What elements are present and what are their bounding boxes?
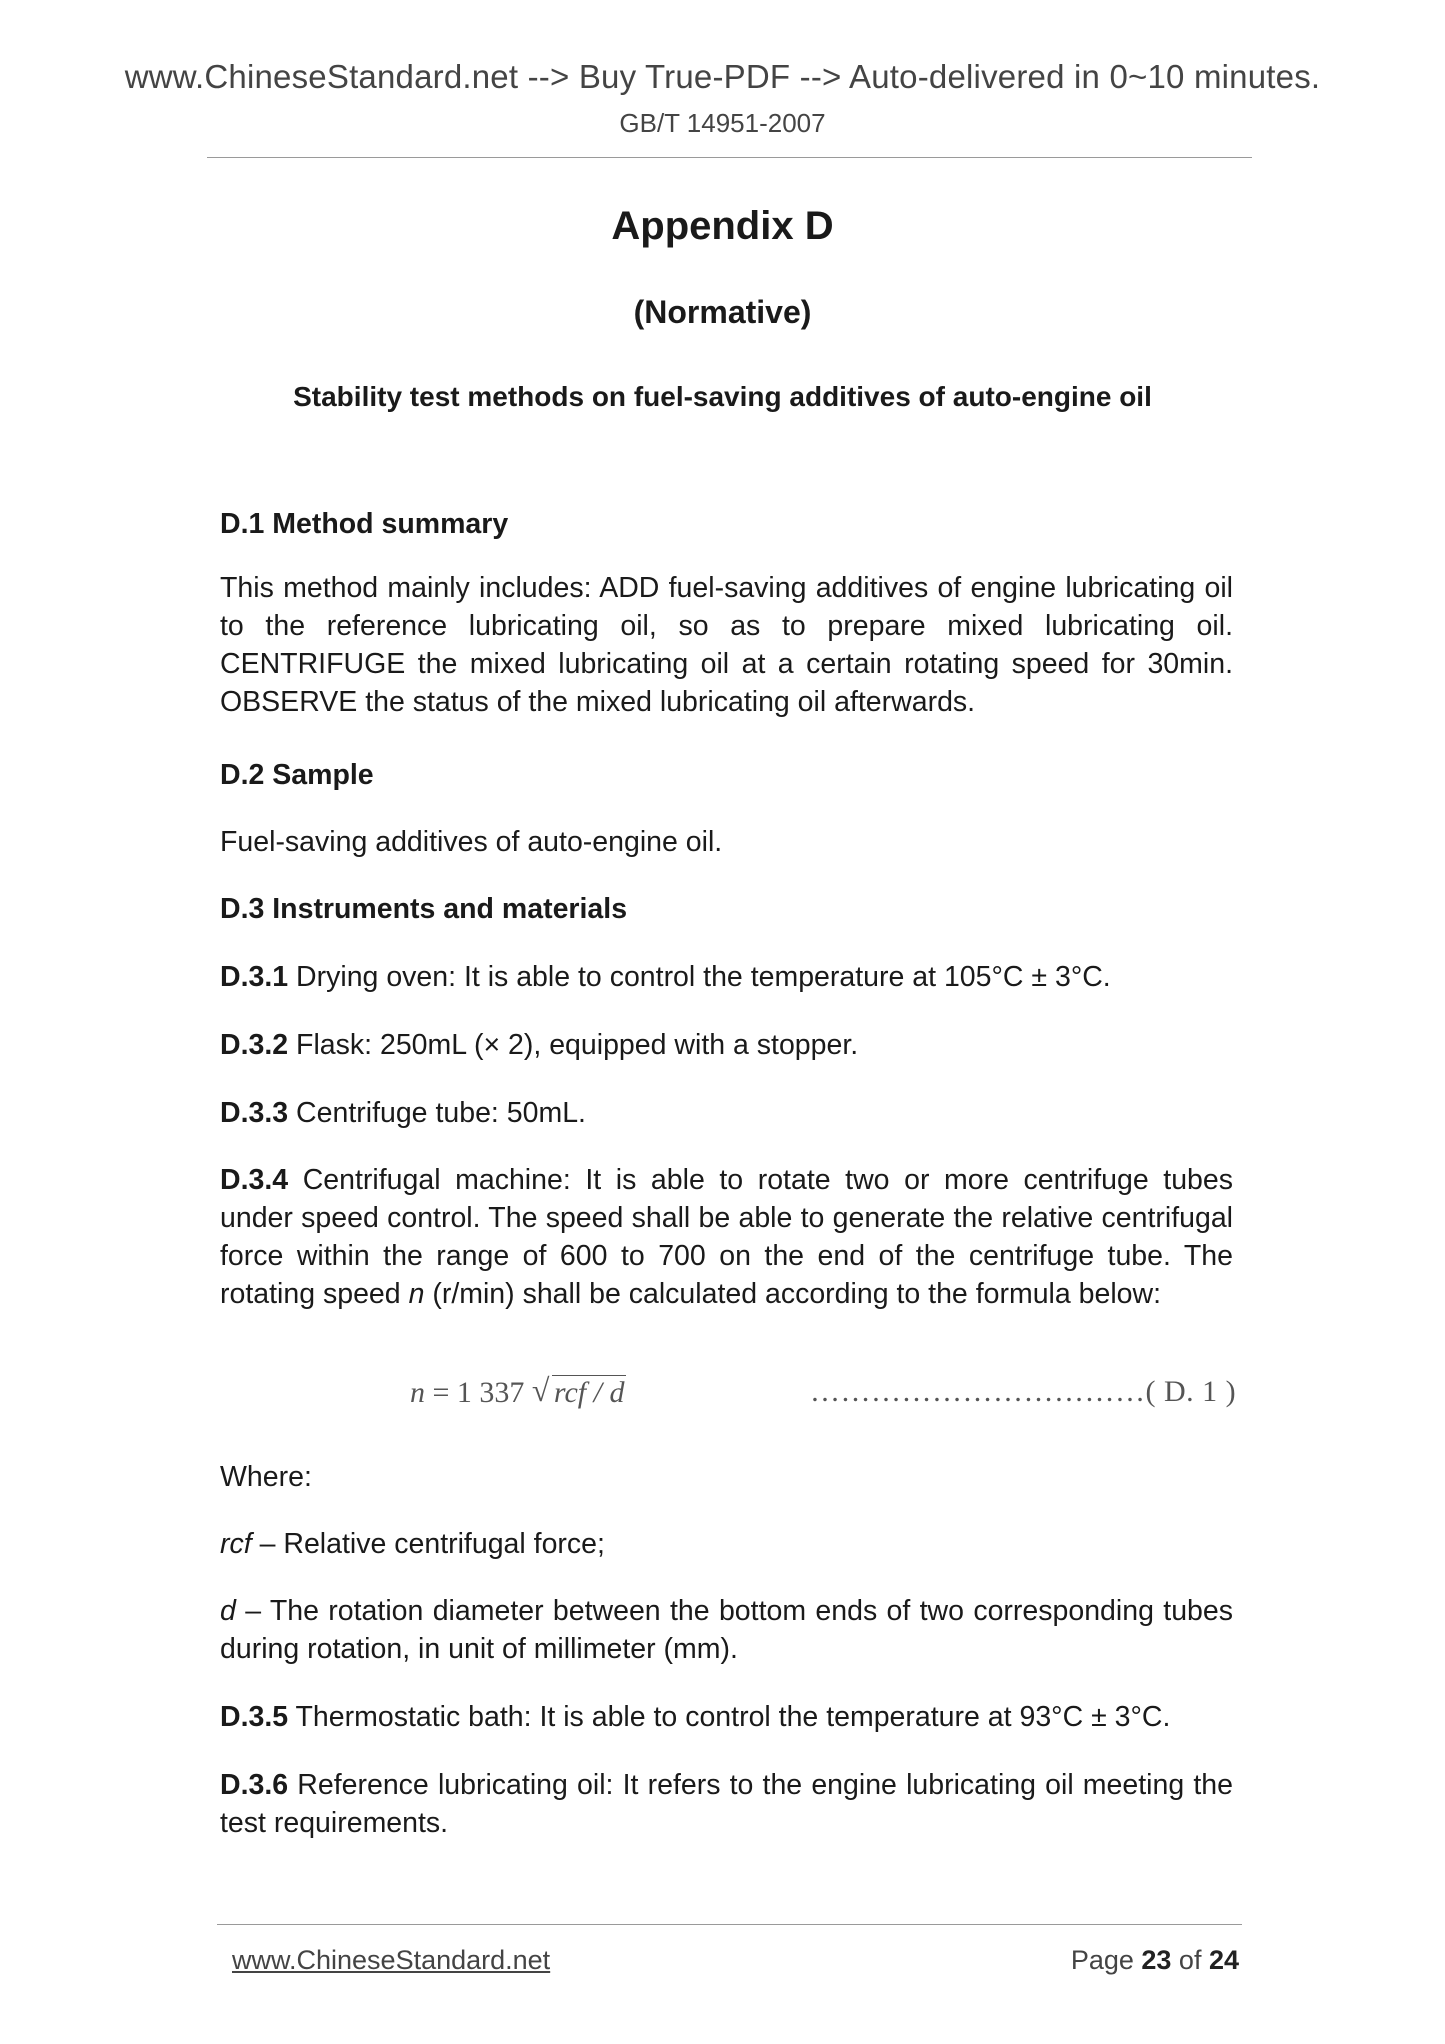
item-number: D.3.2 [220, 1029, 289, 1061]
item-d36 [220, 1766, 1233, 1842]
item-d34 [220, 1161, 1233, 1313]
formula-dots: …………………………… [810, 1375, 1146, 1408]
square-root-sign [532, 1375, 627, 1410]
section-d3-heading: D.3 Instruments and materials [220, 893, 628, 925]
definition-symbol: rcf [220, 1528, 252, 1560]
page-total: 24 [1208, 1945, 1239, 1975]
item-number: D.3.4 [220, 1164, 289, 1196]
page-current: 23 [1141, 1945, 1172, 1975]
section-d1-heading: D.1 Method summary [220, 508, 509, 540]
item-text: Drying oven: It is able to control the temperature at 105°C ± 3°C. [288, 961, 1111, 993]
page-label: Page [1070, 1945, 1142, 1975]
item-text: Flask: 250mL (× 2), equipped with a stopper. [288, 1029, 859, 1061]
definition-text: – The rotation diameter between the bottom ends of two corresponding tubes during rotation, in unit of millimeter (mm). [220, 1595, 1233, 1665]
footer-divider [217, 1924, 1242, 1925]
formula-coefficient: = 1 337 [425, 1376, 532, 1409]
definition-rcf [220, 1525, 1233, 1563]
page-of: of [1171, 1945, 1209, 1975]
definition-text: – Relative centrifugal force; [251, 1528, 605, 1560]
item-number: D.3.1 [220, 961, 289, 993]
item-d32 [220, 1026, 1233, 1064]
item-text: Centrifuge tube: 50mL. [288, 1097, 586, 1129]
section-d2-heading: D.2 Sample [220, 759, 374, 791]
item-text-part-a: Centrifugal machine: It is able to rotate two or more centrifuge tubes under speed control. The speed shall be able to generate the relative centrifugal force within the range of 600 to 700 on the end of the centrifuge tube. The rotating speed [220, 1164, 1233, 1310]
formula-ref: ( D. 1 ) [1145, 1375, 1237, 1408]
formula-d1 [410, 1375, 1240, 1419]
definition-d [220, 1592, 1233, 1668]
item-number: D.3.6 [220, 1769, 289, 1801]
item-d35 [220, 1698, 1233, 1736]
formula-radicand: rcf / d [553, 1376, 625, 1409]
item-text: Reference lubricating oil: It refers to the engine lubricating oil meeting the test requirements. [220, 1769, 1233, 1839]
footer-website-link[interactable]: www.ChineseStandard.net [232, 1945, 551, 1975]
header-divider [207, 157, 1252, 158]
item-text: Thermostatic bath: It is able to control the temperature at 93°C ± 3°C. [288, 1701, 1171, 1733]
appendix-subject: Stability test methods on fuel-saving additives of auto-engine oil [293, 381, 1152, 412]
page-indicator [1071, 1945, 1239, 1976]
standard-number: GB/T 14951-2007 [619, 108, 826, 138]
formula-lhs: n [410, 1376, 425, 1409]
item-number: D.3.5 [220, 1701, 289, 1733]
formula-expression [410, 1375, 626, 1410]
item-d31 [220, 958, 1233, 996]
appendix-title: Appendix D [611, 204, 834, 248]
where-label: Where: [220, 1461, 312, 1493]
speed-variable: n [408, 1278, 425, 1310]
appendix-type: (Normative) [633, 294, 812, 330]
header-top-line: www.ChineseStandard.net --> Buy True-PDF --> Auto-delivered in 0~10 minutes. [124, 58, 1321, 95]
item-text-part-b: (r/min) shall be calculated according to the formula below: [424, 1278, 1162, 1310]
section-d2-body: Fuel-saving additives of auto-engine oil. [220, 826, 723, 858]
definition-symbol: d [220, 1595, 236, 1627]
item-d33 [220, 1094, 1233, 1132]
section-d1-body: This method mainly includes: ADD fuel-saving additives of engine lubricating oil to the reference lubricating oil, so as to prepare mixed lubricating oil. CENTRIFUGE the mixed lubricating oil at a certain rotating speed for 30min. OBSERVE the status of the mixed lubricating oil afterwards. [220, 572, 1233, 718]
formula-leader [810, 1375, 1236, 1409]
item-number: D.3.3 [220, 1097, 289, 1129]
